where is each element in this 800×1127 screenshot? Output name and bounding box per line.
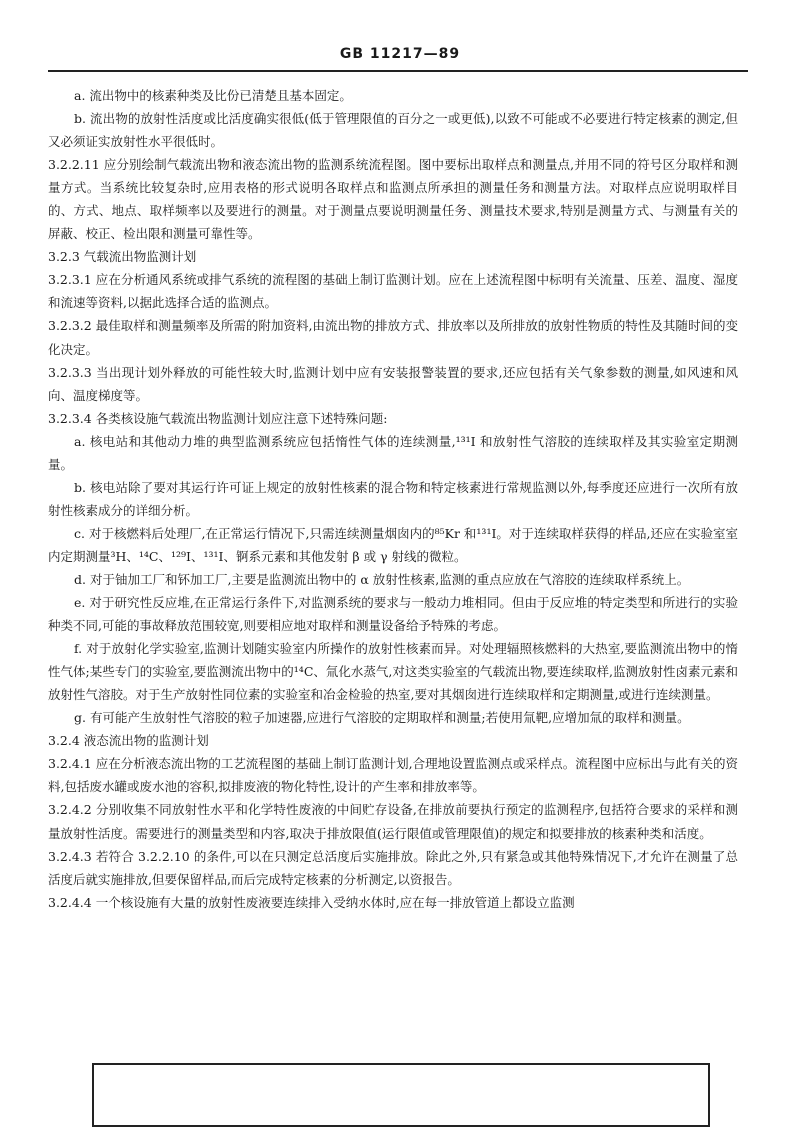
paragraph: 3.2.3.3 当出现计划外释放的可能性较大时,监测计划中应有安装报警装置的要求,还应包括有关气象参数的测量,如风速和风向、温度梯度等。 bbox=[48, 364, 738, 403]
paragraph: b. 流出物的放射性活度或比活度确实很低(低于管理限值的百分之一或更低),以致不可能或不必要进行特定核素的测定,但又必须证实放射性水平很低时。 bbox=[48, 111, 738, 150]
paragraph: g. 有可能产生放射性气溶胶的粒子加速器,应进行气溶胶的定期取样和测量;若使用氚靶,应增加氚的取样和测量。 bbox=[74, 710, 690, 726]
body-text bbox=[48, 84, 738, 914]
paragraph: 3.2.3.2 最佳取样和测量频率及所需的附加资料,由流出物的排放方式、排放率以及所排放的放射性物质的特性及其随时间的变化决定。 bbox=[48, 318, 738, 357]
paragraph: 3.2.3.1 应在分析通风系统或排气系统的流程图的基础上制订监测计划。应在上述流程图中标明有关流量、压差、温度、湿度和流速等资料,以据此选择合适的监测点。 bbox=[48, 272, 738, 311]
paragraph: 3.2.4.3 若符合 3.2.2.10 的条件,可以在只测定总活度后实施排放。除此之外,只有紧急或其他特殊情况下,才允许在测量了总活度后就实施排放,但要保留样品,而后完成特定核素的分析测定,以资报告。 bbox=[48, 848, 738, 887]
paragraph: 3.2.4.2 分别收集不同放射性水平和化学特性废液的中间贮存设备,在排放前要执行预定的监测程序,包括符合要求的采样和测量放射性活度。需要进行的测量类型和内容,取决于排放限值(运行限值或管理限值)的规定和拟要排放的核素种类和活度。 bbox=[48, 802, 738, 841]
paragraph: e. 对于研究性反应堆,在正常运行条件下,对监测系统的要求与一般动力堆相同。但由于反应堆的特定类型和所进行的实验种类不同,可能的事故释放范围较宽,则要相应地对取样和测量设备给予特殊的考虑。 bbox=[48, 595, 738, 634]
paragraph: a. 流出物中的核素种类及比份已清楚且基本固定。 bbox=[74, 88, 352, 103]
header-rule bbox=[48, 70, 748, 72]
paragraph: 3.2.4.1 应在分析液态流出物的工艺流程图的基础上制订监测计划,合理地设置监测点或采样点。流程图中应标出与此有关的资料,包括废水罐或废水池的容积,拟排废液的物化特性,设计的产生率和排放率等。 bbox=[48, 756, 738, 795]
standard-code-header: GB 11217—89 bbox=[339, 46, 461, 62]
paragraph: 3.2.3.4 各类核设施气载流出物监测计划应注意下述特殊问题: bbox=[48, 410, 388, 426]
footer-frame bbox=[92, 1063, 710, 1127]
paragraph: a. 核电站和其他动力堆的典型监测系统应包括惰性气体的连续测量,¹³¹I 和放射性气溶胶的连续取样及其实验室定期测量。 bbox=[48, 433, 738, 472]
paragraph: c. 对于核燃料后处理厂,在正常运行情况下,只需连续测量烟囱内的⁸⁵Kr 和¹³¹I。对于连续取样获得的样品,还应在实验室室内定期测量³H、¹⁴C、¹²⁹I、¹³¹I、锕系元素和其他发射 β 或 γ 射线的微粒。 bbox=[48, 525, 738, 564]
paragraph: 3.2.2.11 应分别绘制气载流出物和液态流出物的监测系统流程图。图中要标出取样点和测量点,并用不同的符号区分取样和测量方式。当系统比较复杂时,应用表格的形式说明各取样点和监测点所承担的测量任务和测量方法。对取样点应说明取样目的、方式、地点、取样频率以及要进行的测量。对于测量点要说明测量任务、测量技术要求,特别是测量方式、与测量有关的屏蔽、校正、检出限和测量可靠性等。 bbox=[48, 157, 738, 242]
paragraph: d. 对于铀加工厂和钚加工厂,主要是监测流出物中的 α 放射性核素,监测的重点应放在气溶胶的连续取样系统上。 bbox=[74, 571, 690, 587]
paragraph: b. 核电站除了要对其运行许可证上规定的放射性核素的混合物和特定核素进行常规监测以外,每季度还应进行一次所有放射性核素成分的详细分析。 bbox=[48, 479, 738, 518]
paragraph: 3.2.4.4 一个核设施有大量的放射性废液要连续排入受纳水体时,应在每一排放管道上都设立监测 bbox=[48, 894, 575, 910]
paragraph: f. 对于放射化学实验室,监测计划随实验室内所操作的放射性核素而异。对处理辐照核燃料的大热室,要监测流出物中的惰性气体;某些专门的实验室,要监测流出物中的¹⁴C、氚化水蒸气,对这类实验室的气载流出物,要连续取样,监测放射性卤素元素和放射性气溶胶。对于生产放射性同位素的实验室和冶金检验的热室,要对其烟囱进行连续取样和定期测量,或进行连续测量。 bbox=[48, 641, 738, 703]
paragraph: 3.2.4 液态流出物的监测计划 bbox=[48, 733, 209, 749]
paragraph: 3.2.3 气载流出物监测计划 bbox=[48, 249, 197, 265]
